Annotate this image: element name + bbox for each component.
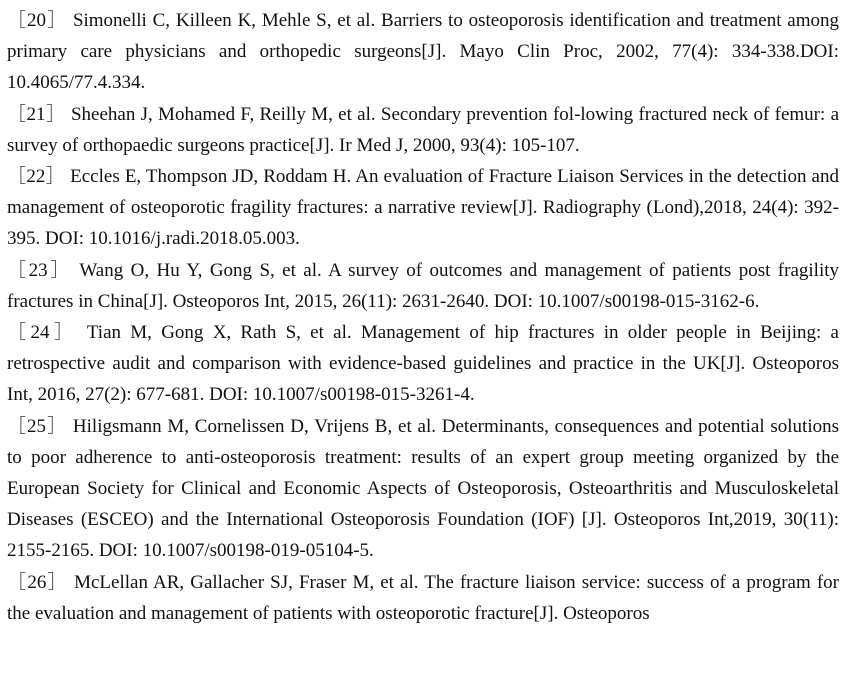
reference-20 xyxy=(7,5,839,99)
reference-24 xyxy=(7,317,839,411)
reference-text: Eccles E, Thompson JD, Roddam H. An evaluation of Fracture Liaison Services in the detection and management of osteoporotic fragility fractures: a narrative review[J]. Radiography (Lond),2018, 24(4): 392-395. DOI: 10.1016/j.radi.2018.05.003. xyxy=(7,166,839,250)
reference-list xyxy=(7,5,839,629)
reference-text: Wang O, Hu Y, Gong S, et al. A survey of outcomes and management of patients post fragility fractures in China[J]. Osteoporos Int, 2015, 26(11): 2631-2640. DOI: 10.1007/s00198-015-3162-6. xyxy=(7,259,839,312)
reference-25 xyxy=(7,411,839,567)
reference-text: McLellan AR, Gallacher SJ, Fraser M, et al. The fracture liaison service: success of a program for the evaluation and management of patients with osteoporotic fracture[J]. Osteoporos xyxy=(7,571,840,624)
reference-23 xyxy=(7,255,839,317)
reference-text: Tian M, Gong X, Rath S, et al. Management of hip fractures in older people in Beijing: a retrospective audit and comparison with evidence-based guidelines and practice in the UK[J]. Osteoporos Int, 2016, 27(2): 677-681. DOI: 10.1007/s00198-015-3261-4. xyxy=(7,322,839,406)
reference-number: ［20］ xyxy=(7,10,68,31)
reference-number: ［26］ xyxy=(7,571,69,593)
reference-26 xyxy=(7,567,839,629)
reference-text: Hiligsmann M, Cornelissen D, Vrijens B, et al. Determinants, consequences and potential solutions to poor adherence to anti-osteoporosis treatment: results of an expert group meeting organized by the European Society for Clinical and Economic Aspects of Osteoporosis, Osteoarthritis and Musculoskeletal Diseases (ESCEO) and the International Osteoporosis Foundation (IOF) [J]. Osteoporos Int,2019, 30(11): 2155-2165. DOI: 10.1007/s00198-019-05104-5. xyxy=(7,415,840,562)
reference-number: ［21］ xyxy=(7,103,66,125)
reference-21 xyxy=(7,99,839,161)
reference-22 xyxy=(7,161,839,255)
reference-text: Sheehan J, Mohamed F, Reilly M, et al. Secondary prevention fol-lowing fractured neck of femur: a survey of orthopaedic surgeons practice[J]. Ir Med J, 2000, 93(4): 105-107. xyxy=(7,103,839,156)
reference-number: ［23］ xyxy=(7,259,72,281)
reference-number: ［24］ xyxy=(7,322,78,344)
reference-number: ［25］ xyxy=(7,415,68,437)
reference-text: Simonelli C, Killeen K, Mehle S, et al. Barriers to osteoporosis identification and treatment among primary care physicians and orthopedic surgeons[J]. Mayo Clin Proc, 2002, 77(4): 334-338.DOI: 10.4065/77.4.334. xyxy=(7,10,839,94)
reference-number: ［22］ xyxy=(7,166,66,188)
